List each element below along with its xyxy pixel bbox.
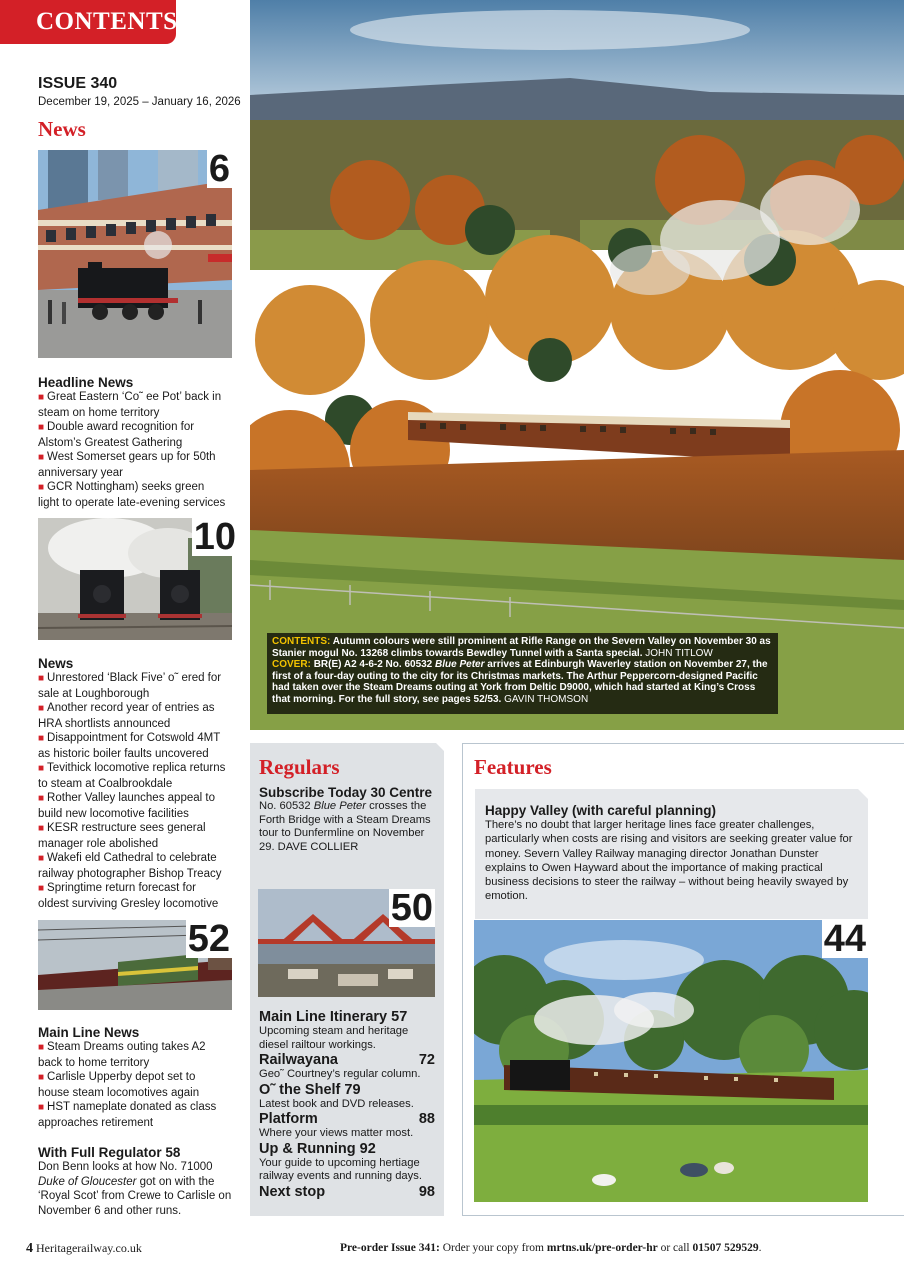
- regulars-item-desc: Upcoming steam and heritage diesel railtour workings.: [259, 1025, 409, 1051]
- list-item: ■ Rother Valley launches appeal to build new locomotive facilities: [38, 791, 228, 821]
- caption-cover-italic: Blue Peter: [435, 659, 485, 671]
- list-item: ■ Wakefi eld Cathedral to celebrate railway photographer Bishop Treacy: [38, 851, 228, 881]
- list-item: ■ HST nameplate donated as class approaches retirement: [38, 1100, 228, 1130]
- regulars-heading: Regulars: [259, 755, 340, 779]
- regulars-item[interactable]: [259, 1141, 435, 1184]
- headline-news-block[interactable]: [38, 375, 228, 510]
- subscribe-text: No. 60532 Blue Peter crosses the Forth Bridge with a Steam Dreams tour to Dunfermline on November 29. DAVE COLLIER: [259, 800, 431, 853]
- regulars-item-desc: Latest book and DVD releases.: [259, 1097, 414, 1110]
- headline-news-title: Headline News: [38, 375, 134, 390]
- caption-cover-credit: GAVIN THOMSON: [504, 693, 589, 705]
- news-list: [38, 671, 228, 911]
- issue-number: ISSUE 340: [38, 75, 118, 92]
- regulars-item-title: Railwayana: [259, 1052, 338, 1068]
- regulars-item-page: 72: [418, 1052, 435, 1068]
- full-regulator-block[interactable]: [38, 1145, 233, 1218]
- feature-photo[interactable]: [474, 920, 868, 1202]
- caption-contents-credit: JOHN TITLOW: [645, 647, 713, 659]
- forth-bridge-thumbnail[interactable]: [258, 889, 435, 997]
- hero-photo: [250, 0, 904, 730]
- caption-contents-label: CONTENTS:: [272, 636, 331, 647]
- regulars-item-title: Platform: [259, 1111, 318, 1127]
- contents-tab: CONTENTS: [0, 0, 176, 44]
- main-line-news-title: Main Line News: [38, 1025, 140, 1040]
- page-number-badge: 6: [208, 150, 230, 190]
- preorder-link[interactable]: mrtns.uk/pre-order-hr: [546, 1242, 658, 1254]
- list-item: ■ Another record year of entries as HRA shortlists announced: [38, 701, 228, 731]
- page-number: 4: [26, 1241, 33, 1256]
- page-number-badge: 44: [823, 920, 866, 960]
- news-title: News: [38, 656, 74, 671]
- regulars-item[interactable]: [259, 1009, 435, 1052]
- footer-preorder: Pre-order Issue 341: Order your copy from mrtns.uk/pre-order-hr or call 01507 529529.: [340, 1242, 762, 1254]
- severn-valley-autumn-image: [250, 0, 904, 730]
- news-photo-thumbnail-2[interactable]: [38, 518, 238, 640]
- features-heading: Features: [474, 755, 552, 779]
- page-number-badge: 52: [187, 920, 230, 960]
- regulars-item-page: 98: [418, 1183, 435, 1200]
- regulars-item[interactable]: [259, 1082, 435, 1112]
- list-item: ■ Tevithick locomotive replica returns to steam at Coalbrookdale: [38, 761, 228, 791]
- list-item: ■ GCR Nottingham) seeks green light to operate late-evening services: [38, 480, 228, 510]
- list-item: ■ Steam Dreams outing takes A2 back to home territory: [38, 1040, 228, 1070]
- list-item: ■ KESR restructure sees general manager role abolished: [38, 821, 228, 851]
- list-item: ■ Great Eastern ‘Co˜ ee Pot’ back in steam on home territory: [38, 390, 228, 420]
- list-item: ■ Double award recognition for Alstom’s Greatest Gathering: [38, 420, 228, 450]
- caption-contents-text: Autumn colours were still prominent at Rifle Range on the Severn Valley on November 30 as Stanier mogul No. 13268 climbs towards Bewdley Tunnel with a Santa special.: [272, 636, 771, 659]
- regulars-item-title: Next stop: [259, 1183, 326, 1200]
- main-line-news-list: [38, 1040, 228, 1130]
- regulars-item[interactable]: [259, 1111, 435, 1141]
- regulars-item-page: 88: [418, 1111, 435, 1127]
- caption-cover-label: COVER:: [272, 659, 311, 671]
- caption-cover-text-b: arrives at Edinburgh Waverley station on November 27, the first of a four-day outing to the city for its Christmas markets. The Arthur Peppercorn-designed Pacific had taken over the Steam Dreams outing at York from Deltic D9000, which had started at King’s Cross that morning. For the full story, see pages 52/53.: [272, 659, 768, 705]
- list-item: ■ Springtime return forecast for oldest surviving Gresley locomotive: [38, 881, 228, 911]
- subscribe-title: Subscribe Today 30 Centre: [259, 785, 433, 800]
- footer-site[interactable]: Heritagerailway.co.uk: [36, 1241, 142, 1255]
- main-line-news-block[interactable]: [38, 1025, 228, 1130]
- feature-article[interactable]: [485, 803, 860, 904]
- regulars-item-desc: Where your views matter most.: [259, 1127, 414, 1139]
- feature-title: Happy Valley (with careful planning): [485, 803, 717, 818]
- station-locomotive-image: [38, 150, 232, 358]
- regulars-item[interactable]: [259, 1184, 435, 1200]
- news-section-heading: News: [38, 117, 86, 141]
- issue-dates: December 19, 2025 – January 16, 2026: [38, 96, 241, 108]
- page-number-badge: 50: [390, 889, 433, 929]
- full-regulator-text: Don Benn looks at how No. 71000 Duke of Gloucester got on with the ‘Royal Scot’ from Crewe to Carlisle on November 6 and other runs.: [38, 1161, 232, 1217]
- regulars-list: [259, 1009, 435, 1200]
- news-block[interactable]: [38, 656, 228, 911]
- caption-cover-text-a: BR(E) A2 4-6-2 No. 60532: [313, 659, 433, 671]
- regulars-item[interactable]: [259, 1052, 435, 1082]
- footer-page-info: [26, 1241, 142, 1257]
- list-item: ■ Carlisle Upperby depot set to house steam locomotives again: [38, 1070, 228, 1100]
- list-item: ■ West Somerset gears up for 50th anniversary year: [38, 450, 228, 480]
- page-number-badge: 10: [193, 518, 236, 558]
- news-photo-thumbnail[interactable]: [38, 150, 232, 358]
- regulars-item-title: Main Line Itinerary 57: [259, 1009, 408, 1025]
- regulars-item-title: O˜ the Shelf 79: [259, 1081, 361, 1098]
- list-item: ■ Disappointment for Cotswold 4MT as historic boiler faults uncovered: [38, 731, 228, 761]
- preorder-phone: 01507 529529: [692, 1242, 759, 1254]
- headline-news-list: [38, 390, 228, 510]
- regulars-item-desc: Geo˜ Courtney’s regular column.: [259, 1068, 421, 1080]
- regulars-item-title: Up & Running 92: [259, 1140, 376, 1157]
- full-regulator-title: With Full Regulator 58: [38, 1145, 181, 1160]
- cover-caption: [267, 633, 778, 714]
- list-item: ■ Unrestored ‘Black Five’ o˜ ered for sale at Loughborough: [38, 671, 228, 701]
- main-line-photo-thumbnail[interactable]: [38, 920, 232, 1010]
- subscribe-block[interactable]: [259, 785, 439, 854]
- steam-train-field-image: [474, 920, 868, 1202]
- regulars-item-desc: Your guide to upcoming hertiage railway events and running days.: [259, 1156, 422, 1182]
- feature-text: There’s no doubt that larger heritage lines face greater challenges, particularly when costs are rising and visitors are seeking greater value for money. Severn Valley Railway managing director Jonathan Dunster explains to Owen Hayward about the importance of making practical business decisions to steer the railway – without being heavily swayed by emotion.: [485, 819, 853, 903]
